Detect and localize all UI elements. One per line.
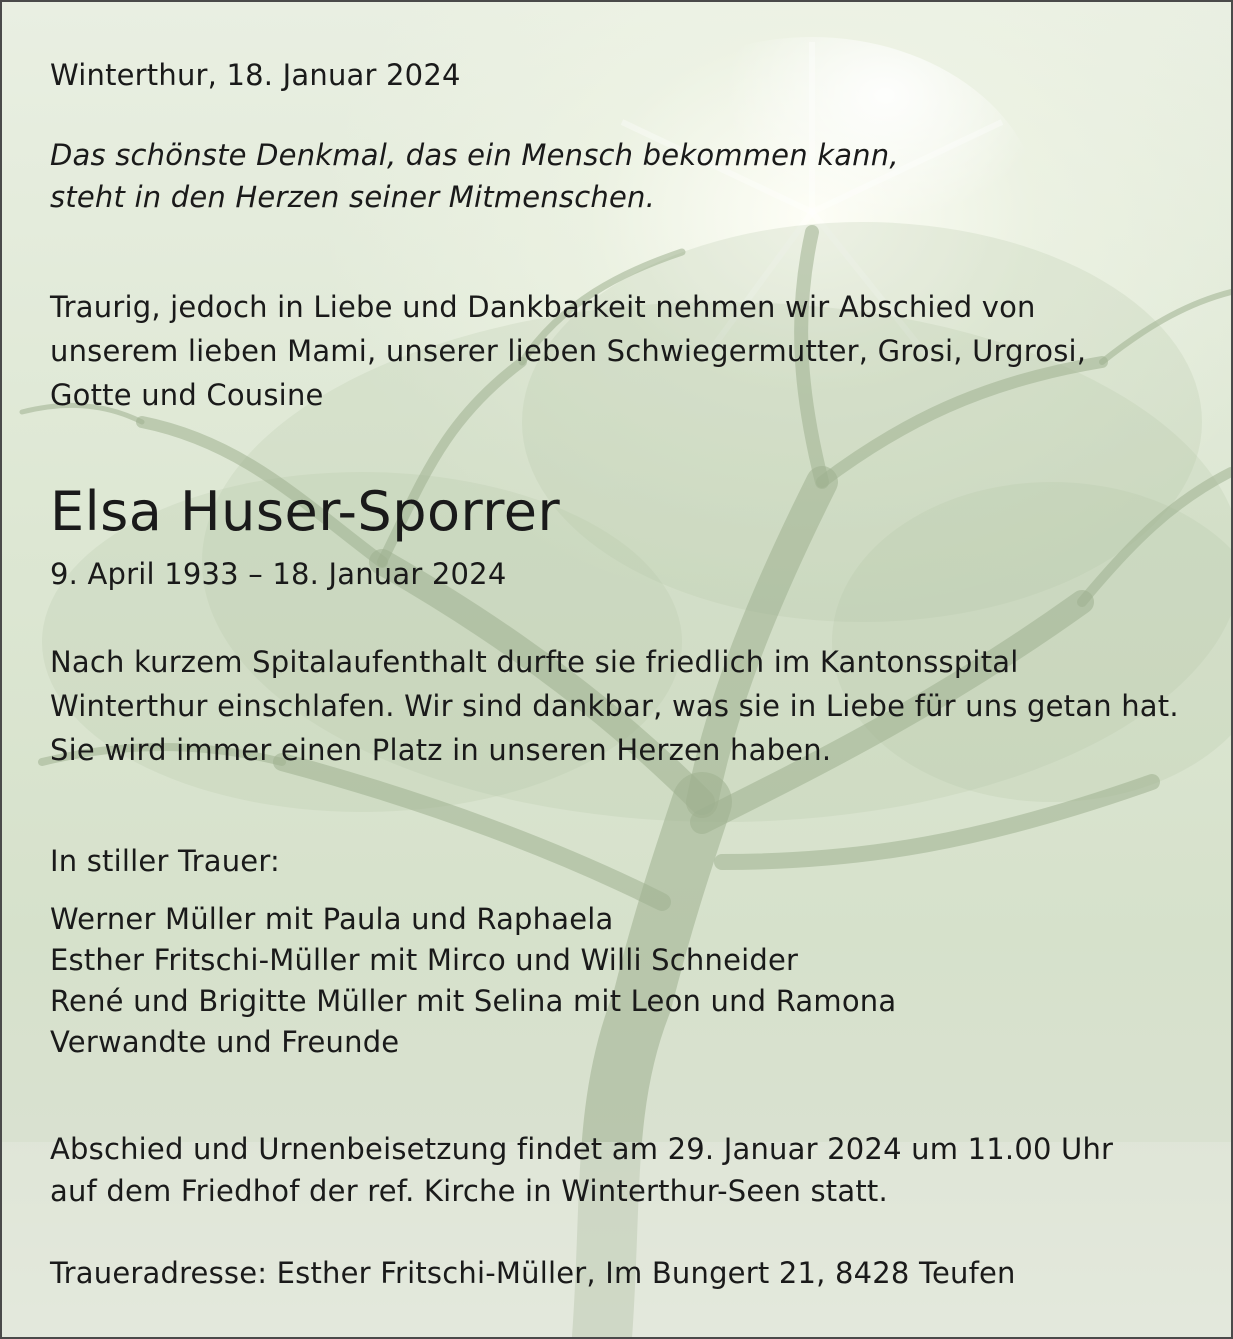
mourner-entry: Verwandte und Freunde (50, 1025, 400, 1059)
mourner-entry: Esther Fritschi-Müller mit Mirco und Willi Schneider (50, 943, 799, 977)
life-dates: 9. April 1933 – 18. Januar 2024 (50, 557, 507, 591)
place-date: Winterthur, 18. Januar 2024 (50, 58, 461, 92)
mourning-address: Traueradresse: Esther Fritschi-Müller, Im Bungert 21, 8428 Teufen (50, 1256, 1016, 1290)
mourners-list (50, 899, 896, 1063)
body-line: Winterthur einschlafen. Wir sind dankbar, was sie in Liebe für uns getan hat. (50, 689, 1179, 723)
quote-line: Das schönste Denkmal, das ein Mensch bekommen kann, (50, 138, 899, 172)
body-line: Nach kurzem Spitalaufenthalt durfte sie friedlich im Kantonsspital (50, 645, 1019, 679)
mourners-heading: In stiller Trauer: (50, 844, 280, 878)
mourner-entry: René und Brigitte Müller mit Selina mit Leon und Ramona (50, 984, 897, 1018)
body-line: Sie wird immer einen Platz in unseren Herzen haben. (50, 733, 832, 767)
quote-line: steht in den Herzen seiner Mitmenschen. (50, 180, 655, 214)
mourner-entry: Werner Müller mit Paula und Raphaela (50, 902, 614, 936)
intro-line: Gotte und Cousine (50, 378, 324, 412)
intro-line: Traurig, jedoch in Liebe und Dankbarkeit nehmen wir Abschied von (50, 290, 1036, 324)
body-text (50, 640, 1179, 772)
ceremony-line: auf dem Friedhof der ref. Kirche in Winterthur-Seen statt. (50, 1174, 888, 1208)
intro-line: unserem lieben Mami, unserer lieben Schwiegermutter, Grosi, Urgrosi, (50, 334, 1087, 368)
intro-text (50, 285, 1086, 417)
deceased-name: Elsa Huser-Sporrer (50, 480, 561, 543)
ceremony-line: Abschied und Urnenbeisetzung findet am 29. Januar 2024 um 11.00 Uhr (50, 1132, 1114, 1166)
ceremony-text (50, 1128, 1113, 1212)
quote (50, 134, 899, 218)
